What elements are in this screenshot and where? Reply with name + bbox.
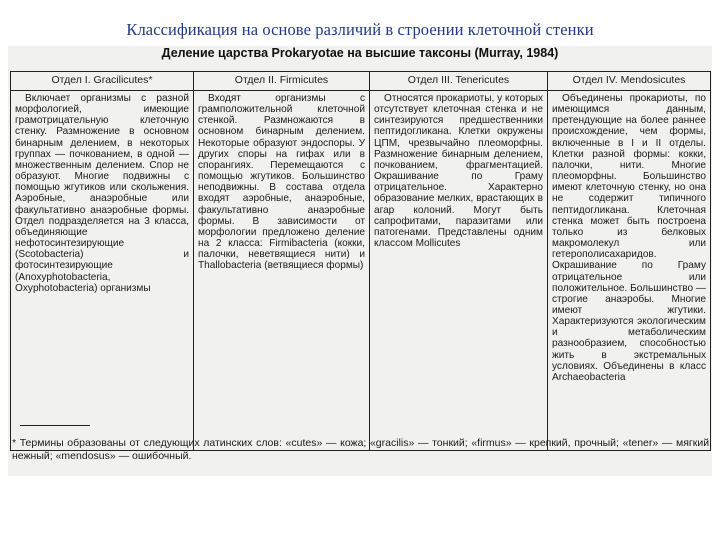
table-row bbox=[11, 91, 711, 451]
prokaryotae-taxa-table bbox=[10, 71, 711, 451]
cell-firmicutes: Входят организмы с грамположительной клеточной стенкой. Размножаются в основном бинарным делением. Некоторые образуют эндоспоры. У других споры на гифах или в спорангиях. Перемещаются с помощью жгутиков. Большинство неподвижны. В состава отдела входят аэробные, анаэробные, факультативно анаэробные формы. В зависимости от морфологии предложено деление на 2 класса: Firmibacteria (кокки, палочки, неветвящиеся нити) и Thallobacteria (ветвящиеся формы) bbox=[194, 91, 370, 451]
cell-gracilicutes: Включает организмы с разной морфологией, имеющие грамотрицательную клеточную стенку. Размножение в основном бинарным делением, в некоторых группах — почкованием, в одной — множественным делением. Спор не образуют. Многие подвижны с помощью жгутиков или скольжения. Аэробные, анаэробные или факультативно анаэробные формы. Отдел подразделяется на 3 класса, объединяющие нефотосинтезирующие (Scotobacteria) и фотосинтезирующие (Anoxyphotobacteria, Oxyphotobacteria) организмы bbox=[11, 91, 194, 451]
header-mendosicutes: Отдел IV. Mendosicutes bbox=[548, 72, 711, 91]
scanned-table-page bbox=[8, 46, 712, 476]
slide-title: Классификация на основе различий в строении клеточной стенки bbox=[126, 20, 594, 39]
cell-tenericutes: Относятся прокариоты, у которых отсутствует клеточная стенка и не синтезируются предшественники пептидогликана. Клетки окружены ЦПМ, чрезвычайно плеоморфны. Размножение бинарным делением, почкованием, фрагментацией. Окрашивание по Граму отрицательное. Характерно образование мелких, врастающих в агар колоний. Могут быть сапрофитами, паразитами или патогенами. Представлены одним классом Mollicutes bbox=[370, 91, 548, 451]
header-gracilicutes: Отдел I. Gracilicutes* bbox=[11, 72, 194, 91]
header-tenericutes: Отдел III. Tenericutes bbox=[370, 72, 548, 91]
table-caption: Деление царства Prokaryotae на высшие таксоны (Murray, 1984) bbox=[161, 46, 559, 60]
header-firmicutes: Отдел II. Firmicutes bbox=[194, 72, 370, 91]
footnote: * Термины образованы от следующих латинских слов: «cutes» — кожа; «gracilis» — тонкий; «firmus» — крепкий, прочный; «tener» — мягкий, нежный; «mendosus» — ошибочный. bbox=[12, 437, 712, 462]
table-header-row bbox=[11, 72, 711, 91]
footnote-divider bbox=[20, 425, 90, 426]
cell-mendosicutes: Объединены прокариоты, по имеющимся данным, претендующие на более раннее происхождение, чем формы, включенные в I и II отделы. Клетки разной формы: кокки, палочки, нити. Многие плеоморфны. Большинство имеют клеточную стенку, но она не содержит типичного пептидогликана. Клеточная стенка может быть построена только из белковых макромолекул или гетерополисахаридов. Окрашивание по Граму отрицательное или положительное. Большинство — строгие анаэробы. Многие имеют жгутики. Характеризуются экологическим и метаболическим разнообразием, способностью жить в экстремальных условиях. Объединены в класс Archaeobacteria bbox=[548, 91, 711, 451]
